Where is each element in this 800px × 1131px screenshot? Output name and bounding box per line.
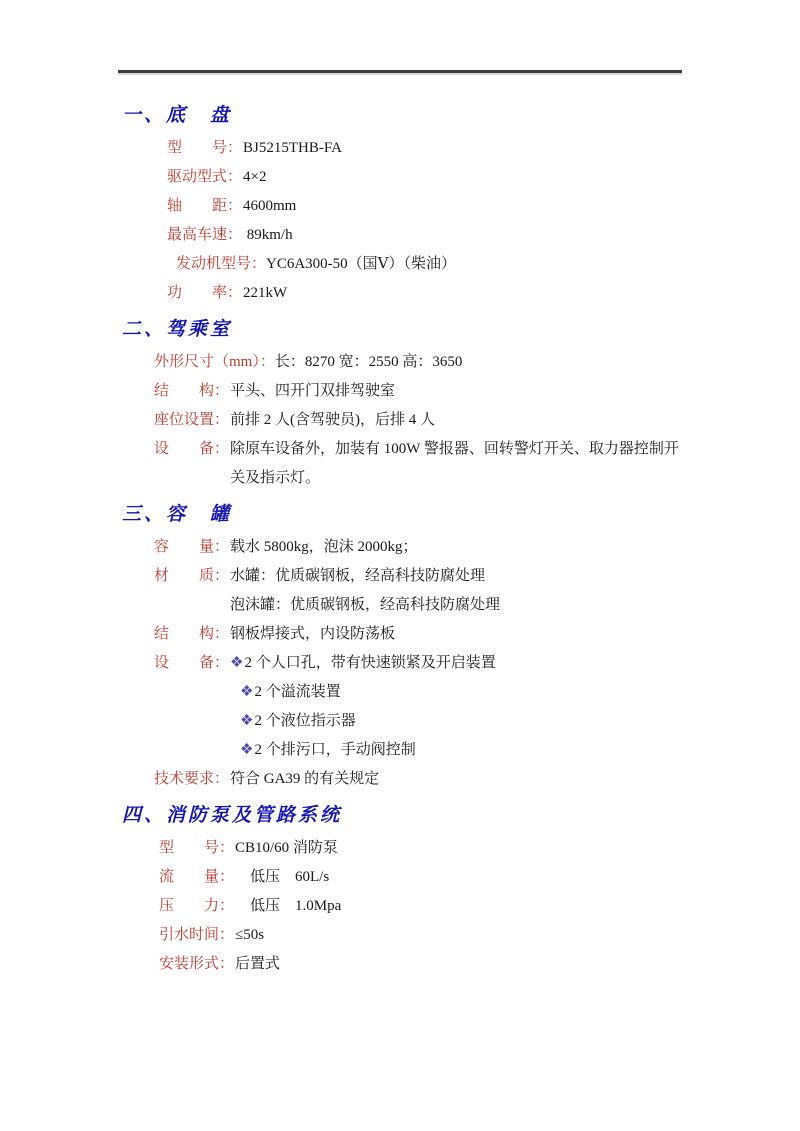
spec-label: 流 量：	[159, 869, 235, 885]
section-title: 一、底 盘	[122, 105, 233, 126]
spec-value: 2 个排污口，手动阀控制	[254, 742, 416, 758]
section-title: 三、容 罐	[122, 504, 233, 525]
spec-row	[122, 892, 722, 921]
spec-row-continuation	[122, 591, 722, 620]
spec-label: 座位设置：	[154, 412, 230, 428]
section-title: 二、驾乘室	[122, 319, 233, 340]
spec-row	[122, 620, 722, 649]
section-pump-system	[122, 804, 722, 979]
spec-label: 外形尺寸（mm）：	[154, 354, 275, 370]
spec-value: 平头、四开门双排驾驶室	[230, 383, 396, 399]
spec-label: 材 质：	[154, 568, 230, 584]
spec-label: 引水时间：	[159, 927, 235, 943]
spec-row	[122, 221, 722, 250]
spec-value: BJ5215THB-FA	[243, 140, 342, 156]
spec-row	[122, 406, 722, 435]
spec-value: 长：8270 宽：2550 高：3650	[274, 354, 463, 370]
spec-row	[122, 435, 722, 493]
spec-label: 压 力：	[159, 898, 235, 914]
spec-row	[122, 377, 722, 406]
spec-row	[122, 533, 722, 562]
spec-row	[122, 348, 722, 377]
spec-label: 结 构：	[154, 626, 230, 642]
spec-row	[122, 562, 722, 591]
spec-label: 设 备：	[154, 441, 230, 457]
diamond-bullet-icon: ❖	[240, 684, 254, 700]
diamond-bullet-icon: ❖	[240, 742, 254, 758]
spec-value: YC6A300-50（国Ⅴ）（柴油）	[266, 256, 457, 272]
spec-row	[122, 921, 722, 950]
spec-label: 型 号：	[159, 840, 235, 856]
spec-label: 轴 距：	[167, 198, 243, 214]
diamond-bullet-icon: ❖	[240, 713, 254, 729]
spec-row	[122, 250, 722, 279]
spec-row	[122, 863, 722, 892]
spec-value: 221kW	[243, 285, 288, 301]
spec-label: 发动机型号：	[176, 256, 267, 272]
spec-value: 低压 1.0Mpa	[235, 898, 342, 914]
spec-row-bullet	[122, 736, 722, 765]
spec-row	[122, 163, 722, 192]
spec-value: 2 个溢流装置	[254, 684, 341, 700]
spec-row	[122, 192, 722, 221]
header-rule	[118, 70, 682, 73]
spec-row	[122, 950, 722, 979]
spec-value: 载水 5800kg，泡沫 2000kg；	[230, 539, 418, 555]
spec-value: 4×2	[243, 169, 267, 185]
spec-value: 钢板焊接式，内设防荡板	[230, 626, 396, 642]
spec-value: 符合 GA39 的有关规定	[230, 771, 380, 787]
spec-row	[122, 834, 722, 863]
section-title: 四、消防泵及管路系统	[122, 805, 343, 826]
section-chassis	[122, 104, 722, 308]
spec-label: 安装形式：	[159, 956, 235, 972]
section-cab	[122, 318, 722, 493]
spec-value: 泡沫罐：优质碳钢板，经高科技防腐处理	[230, 597, 501, 613]
spec-value: 2 个人口孔，带有快速锁紧及开启装置	[244, 655, 496, 671]
spec-value: 前排 2 人(含驾驶员)，后排 4 人	[230, 412, 435, 428]
spec-value: 低压 60L/s	[235, 869, 330, 885]
diamond-bullet-icon: ❖	[230, 655, 244, 671]
spec-value: CB10/60 消防泵	[235, 840, 338, 856]
spec-label: 设 备：	[154, 655, 230, 671]
spec-label: 容 量：	[154, 539, 230, 555]
spec-label: 最高车速：	[167, 227, 243, 243]
spec-label: 结 构：	[154, 383, 230, 399]
spec-value: 89km/h	[243, 227, 293, 243]
spec-label: 技术要求：	[154, 771, 230, 787]
spec-row	[122, 134, 722, 163]
spec-document	[122, 104, 722, 979]
section-tank	[122, 503, 722, 794]
spec-row-bullet	[122, 707, 722, 736]
spec-label: 型 号：	[167, 140, 243, 156]
spec-value: 2 个液位指示器	[254, 713, 356, 729]
spec-value: 水罐：优质碳钢板，经高科技防腐处理	[230, 568, 486, 584]
spec-value: 4600mm	[243, 198, 297, 214]
spec-row-bullet	[122, 649, 722, 678]
spec-row	[122, 765, 722, 794]
spec-value: 后置式	[235, 956, 281, 972]
spec-row-bullet	[122, 678, 722, 707]
spec-label: 功 率：	[167, 285, 243, 301]
spec-row	[122, 279, 722, 308]
spec-value: 除原车设备外，加装有 100W 警报器、回转警灯开关、取力器控制开关及指示灯。	[230, 441, 679, 486]
spec-value: ≤50s	[235, 927, 265, 943]
spec-label: 驱动型式：	[167, 169, 243, 185]
